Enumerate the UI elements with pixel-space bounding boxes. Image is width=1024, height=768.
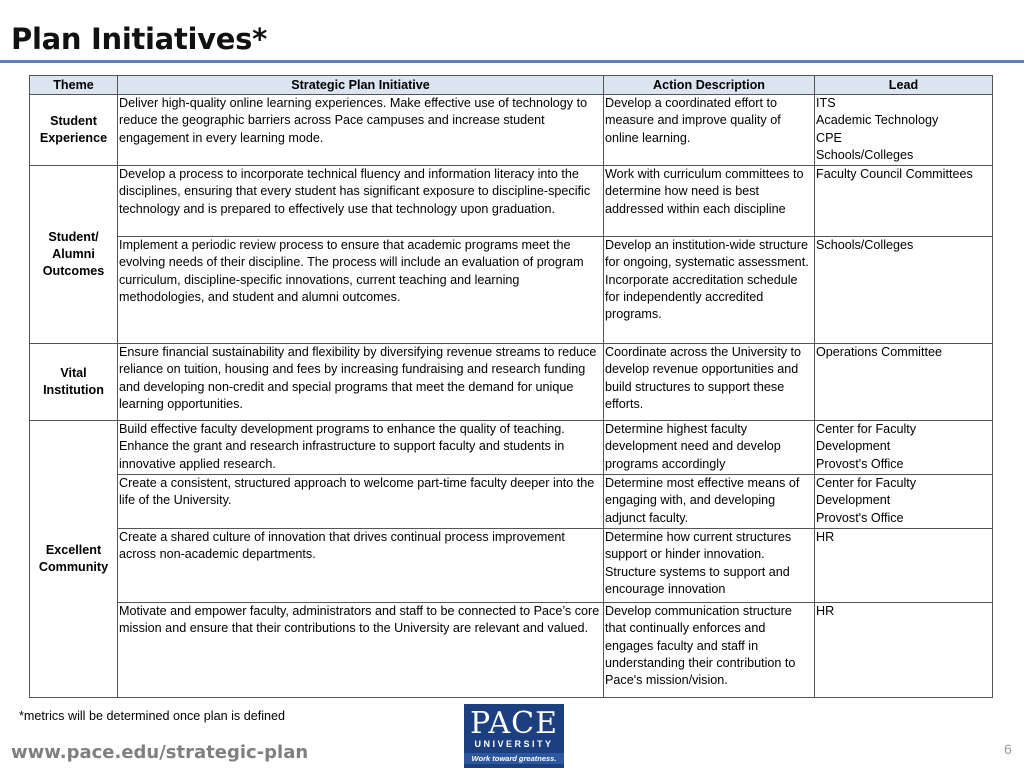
action-cell: Determine how current structures support or hinder innovation. Structure systems to support and encourage innovation: [604, 529, 815, 603]
table-row: [30, 603, 993, 698]
lead-cell: [815, 421, 993, 475]
page-title: Plan Initiatives*: [11, 22, 267, 56]
lead-item: Center for Faculty Development: [816, 476, 917, 508]
table-row: [30, 237, 993, 344]
logo-tagline: Work toward greatness.: [464, 753, 564, 764]
header-initiative: Strategic Plan Initiative: [118, 76, 604, 95]
footnote: *metrics will be determined once plan is defined: [19, 709, 286, 723]
table-header-row: [30, 76, 993, 95]
initiative-cell: Create a shared culture of innovation that drives continual process improvement across non-academic departments.: [118, 529, 604, 603]
lead-item: Schools/Colleges: [816, 147, 914, 162]
initiative-cell: Implement a periodic review process to ensure that academic programs meet the evolving needs of their discipline. The process will include an evaluation of program curriculum, discipline-specific innovations, current teaching and learning methodologies, and student and alumni outcomes.: [118, 237, 604, 344]
plan-initiatives-table: [29, 75, 993, 698]
lead-item: Schools/Colleges: [816, 238, 914, 252]
title-divider: [0, 60, 1024, 63]
action-cell: Develop an institution-wide structure for ongoing, systematic assessment. Incorporate accreditation schedule for independently accredited programs.: [604, 237, 815, 344]
logo-subtitle: UNIVERSITY: [474, 739, 554, 749]
table-row: [30, 421, 993, 475]
action-cell: Coordinate across the University to develop revenue opportunities and build structures to support these efforts.: [604, 344, 815, 421]
logo-wordmark: PACE: [470, 706, 558, 741]
action-cell: Develop communication structure that continually enforces and engages faculty and staff in understanding their contribution to Pace's mission/vision.: [604, 603, 815, 698]
lead-cell: [815, 529, 993, 603]
footer-url: www.pace.edu/strategic-plan: [11, 742, 309, 763]
initiative-cell: Ensure financial sustainability and flexibility by diversifying revenue streams to reduce reliance on tuition, housing and fees by increasing fundraising and research funding and developing non-credit and special programs that meet the demand for unique learning opportunities.: [118, 344, 604, 421]
table-row: [30, 95, 993, 166]
initiative-cell: Motivate and empower faculty, administrators and staff to be connected to Pace’s core mission and ensure that their contributions to the University are relevant and valued.: [118, 603, 604, 698]
lead-item: Provost's Office: [816, 510, 904, 525]
lead-cell: [815, 603, 993, 698]
lead-cell: [815, 237, 993, 344]
header-lead: Lead: [815, 76, 993, 95]
table-row: [30, 529, 993, 603]
lead-item: Center for Faculty Development: [816, 422, 917, 454]
theme-cell: Student/ Alumni Outcomes: [30, 166, 118, 344]
initiative-cell: Create a consistent, structured approach to welcome part-time faculty deeper into the life of the University.: [118, 475, 604, 529]
lead-item: HR: [816, 604, 835, 618]
action-cell: Develop a coordinated effort to measure and improve quality of online learning.: [604, 95, 815, 166]
lead-item: ITS: [816, 96, 836, 110]
lead-item: Faculty Council Committees: [816, 167, 973, 181]
lead-item: Operations Committee: [816, 345, 942, 359]
initiative-cell: Develop a process to incorporate technical fluency and information literacy into the disciplines, ensuring that every student has significant exposure to discipline-specific technology and is prepared to effectively use that technology upon graduation.: [118, 166, 604, 237]
lead-item: HR: [816, 530, 835, 544]
table-row: [30, 166, 993, 237]
pace-university-logo: [464, 704, 564, 768]
lead-item: Academic Technology: [816, 113, 939, 128]
table-row: [30, 344, 993, 421]
initiative-cell: Deliver high-quality online learning experiences. Make effective use of technology to reduce the geographic barriers across Pace campuses and increase student engagement in every learning mode.: [118, 95, 604, 166]
lead-cell: [815, 475, 993, 529]
header-theme: Theme: [30, 76, 118, 95]
action-cell: Determine highest faculty development need and develop programs accordingly: [604, 421, 815, 475]
lead-item: Provost's Office: [816, 456, 904, 471]
action-cell: Determine most effective means of engaging with, and developing adjunct faculty.: [604, 475, 815, 529]
lead-cell: [815, 95, 993, 166]
table-row: [30, 475, 993, 529]
header-action: Action Description: [604, 76, 815, 95]
lead-cell: [815, 344, 993, 421]
lead-cell: [815, 166, 993, 237]
initiative-cell: Build effective faculty development programs to enhance the quality of teaching. Enhance the grant and research infrastructure to support faculty and students in innovative applied research.: [118, 421, 604, 475]
page-number: 6: [1004, 741, 1012, 757]
theme-cell: Vital Institution: [30, 344, 118, 421]
lead-item: CPE: [816, 130, 842, 145]
theme-cell: Student Experience: [30, 95, 118, 166]
theme-cell: Excellent Community: [30, 421, 118, 698]
action-cell: Work with curriculum committees to determine how need is best addressed within each discipline: [604, 166, 815, 237]
